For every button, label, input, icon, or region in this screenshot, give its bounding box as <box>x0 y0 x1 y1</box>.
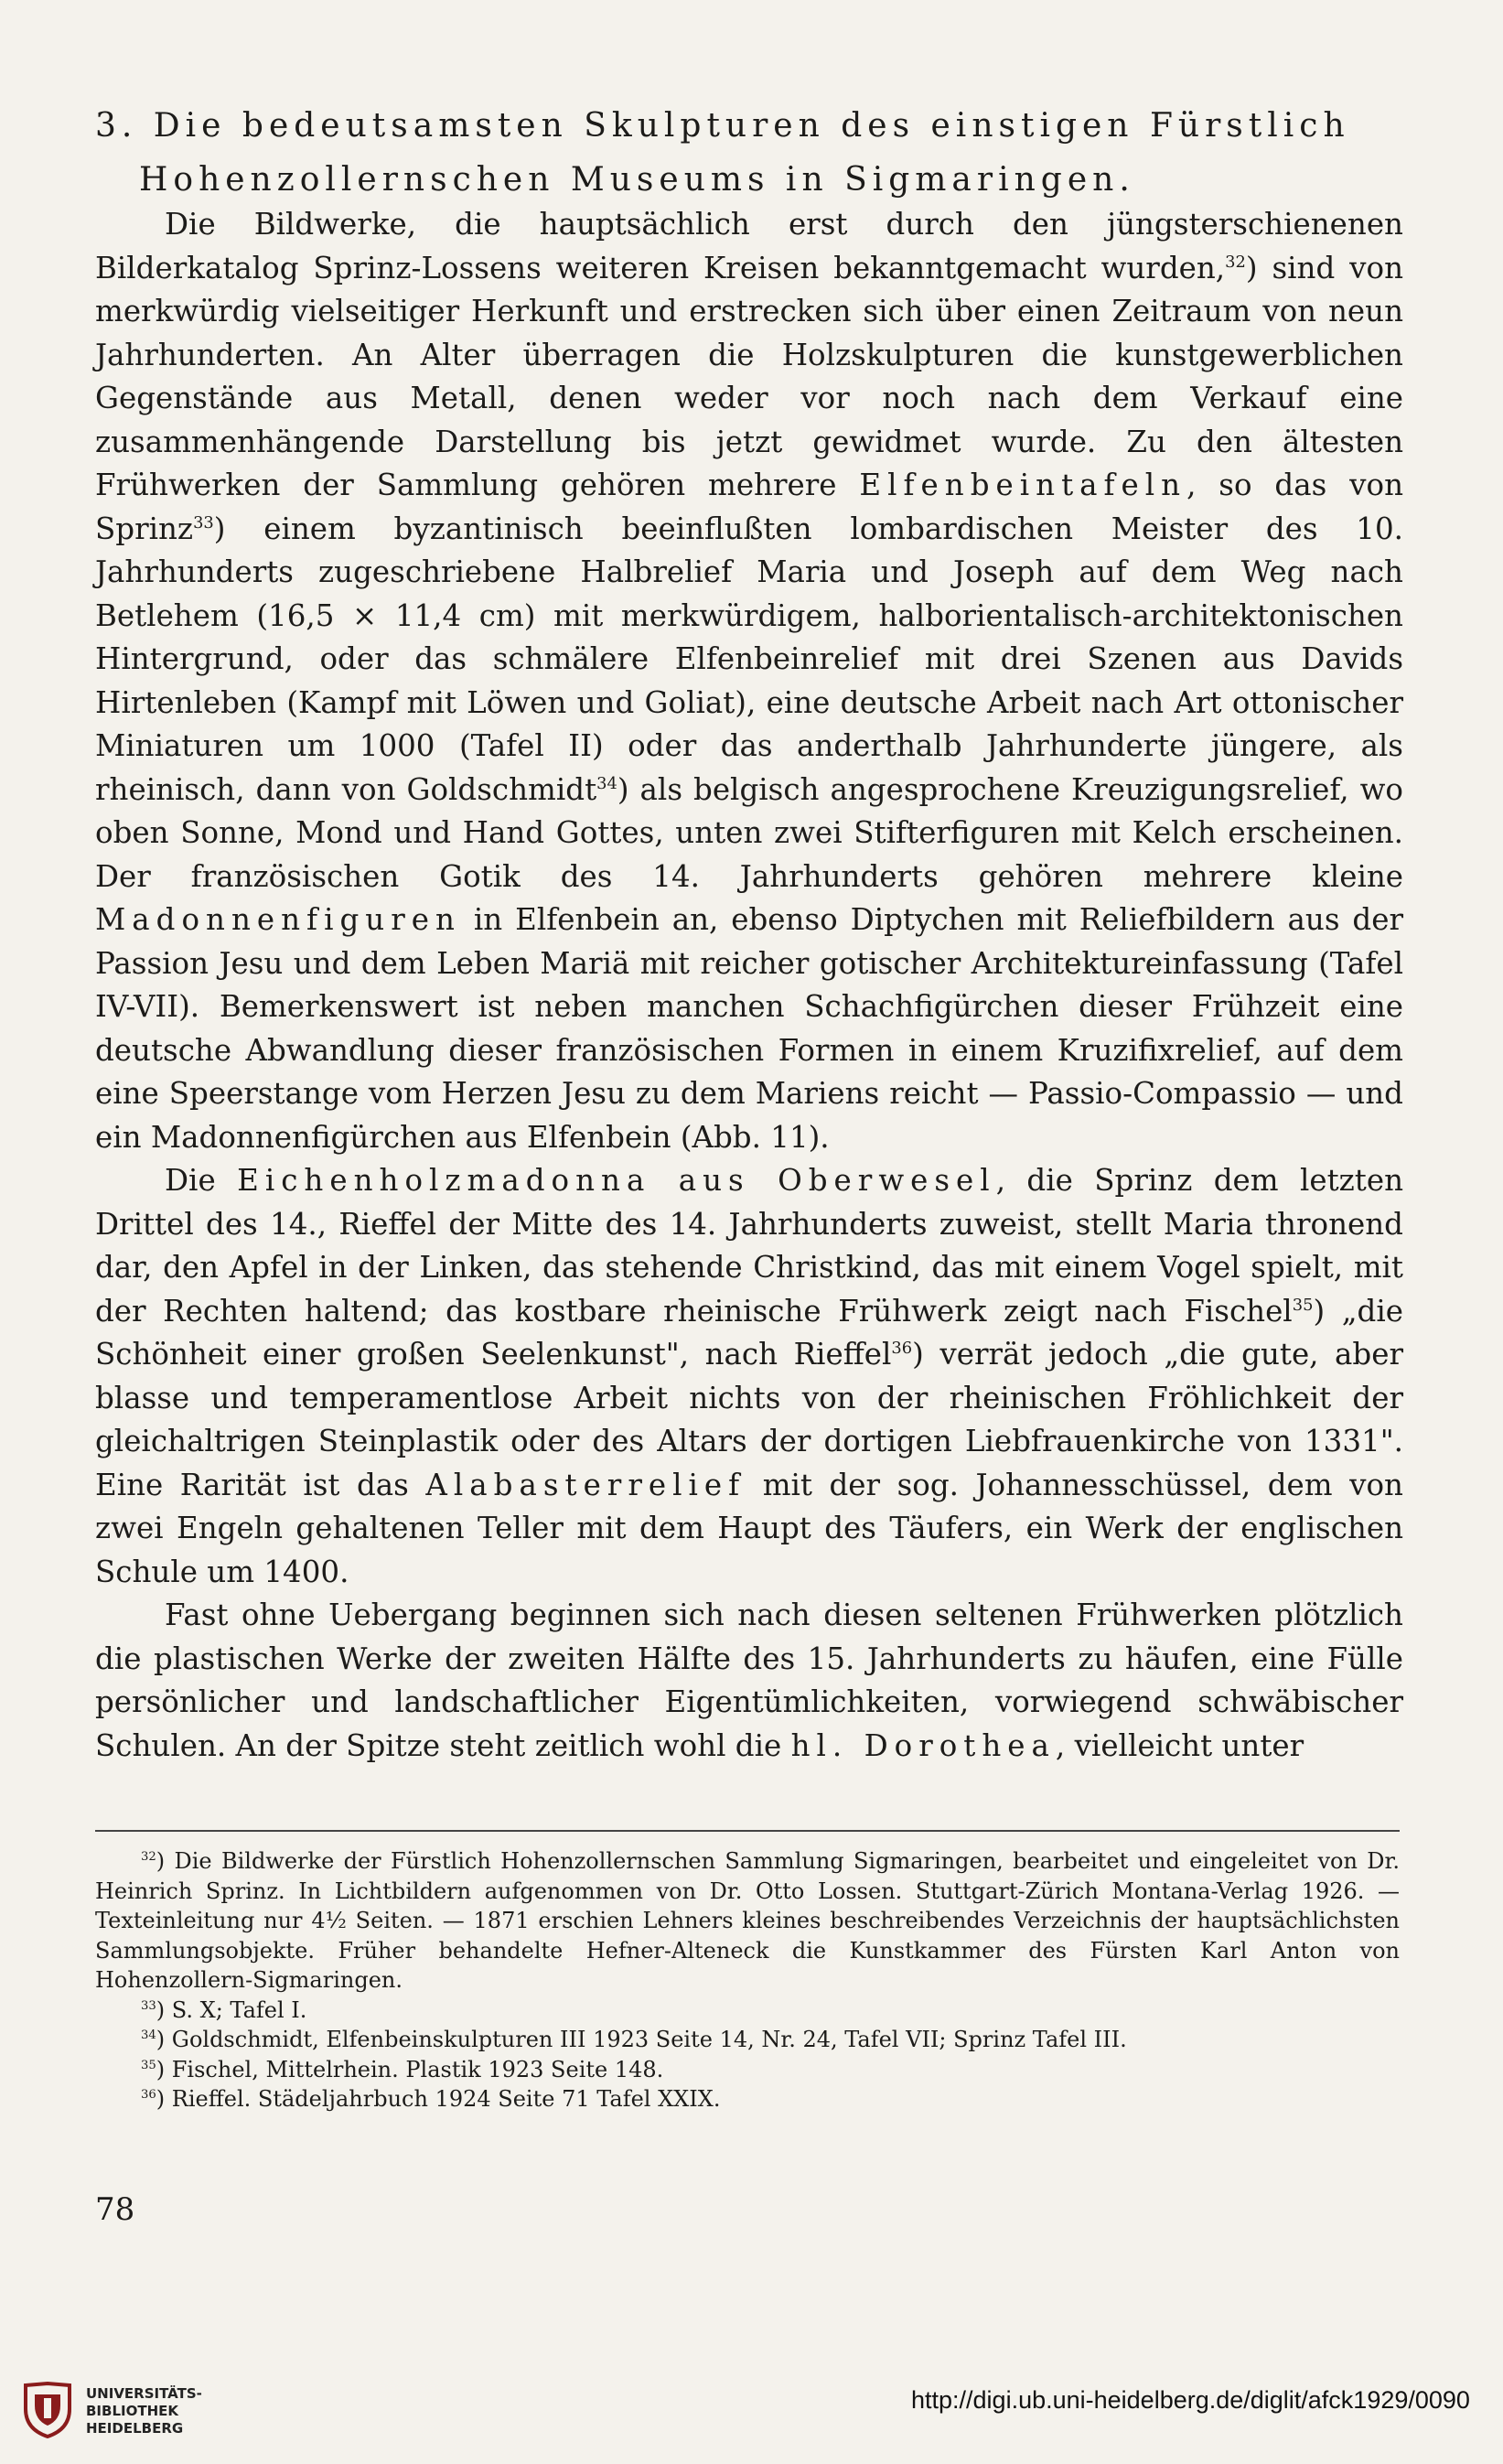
paragraph-1 <box>95 203 1403 1159</box>
footnote-number: 35 <box>141 2058 156 2072</box>
text-run: Die <box>165 1163 216 1198</box>
footnote-text: ) Goldschmidt, Elfenbeinskulpturen III 1923 Seite 14, Nr. 24, Tafel VII; Sprinz Tafel III. <box>156 2027 1127 2052</box>
footnote-text: ) S. X; Tafel I. <box>156 1996 307 2023</box>
footnote-ref: 32 <box>1225 252 1246 272</box>
footnote-ref: 33 <box>193 512 214 533</box>
footnote-text: ) Rieffel. Städeljahrbuch 1924 Seite 71 Tafel XXIX. <box>156 2086 721 2112</box>
emphasis: Alabasterrelief <box>425 1467 746 1502</box>
footnote-32 <box>95 1846 1400 1996</box>
footnote-number: 32 <box>141 1850 156 1864</box>
library-name-line: HEIDELBERG <box>86 2420 184 2437</box>
section-heading <box>95 99 1403 207</box>
page-number: 78 <box>95 2191 135 2228</box>
footnote-number: 34 <box>141 2028 156 2042</box>
library-name <box>86 2385 202 2437</box>
text-run: ) einem byzantinisch beeinflußten lombardischen Meister des 10. Jahrhunderts zugeschriebene Halbrelief Maria und Joseph auf dem Weg nach Betlehem (16,5 × 11,4 cm) mit merkwürdigem, halborientalisch-architektonischen Hintergrund, oder das schmälere Elfenbeinrelief mit drei Szenen aus Davids Hirtenleben (Kampf mit Löwen und Goliat), eine deutsche Arbeit nach Art ottonischer Miniaturen um 1000 (Tafel II) oder das anderthalb Jahrhunderte jüngere, als rheinisch, dann von Goldschmidt <box>95 511 1403 807</box>
text-run: ) „die Schönheit einer großen Seelenkunst", nach Rieffel <box>95 1293 1403 1372</box>
body-text <box>95 203 1403 1768</box>
text-run: mit der sog. Johannesschüssel, dem von zwei Engeln gehaltenen Teller mit dem Haupt des Täufers, ein Werk der englischen Schule um 1400. <box>95 1467 1403 1589</box>
heading-line-1: 3. Die bedeutsamsten Skulpturen des einstigen Fürstlich <box>95 107 1350 145</box>
paragraph-3 <box>95 1594 1403 1768</box>
footnote-ref: 35 <box>1292 1295 1314 1315</box>
library-logo[interactable] <box>20 2380 221 2442</box>
footnote-ref: 34 <box>596 773 617 793</box>
footnote-ref: 36 <box>891 1339 913 1359</box>
footnote-number: 33 <box>141 1998 156 2013</box>
footnote-text: ) Fischel, Mittelrhein. Plastik 1923 Seite 148. <box>156 2056 664 2082</box>
footnote-number: 36 <box>141 2088 156 2102</box>
emphasis: Eichenholzmadonna aus Oberwesel <box>237 1163 996 1198</box>
footnotes <box>95 1846 1400 2114</box>
text-run: , die Sprinz dem letzten Drittel des 14., Rieffel der Mitte des 14. Jahrhunderts zuweist, stellt Maria thronend dar, den Apfel in der Linken, das stehende Christkind, das mit einem Vogel spielt, mit der Rechten haltend; das kostbare rheinische Frühwerk zeigt nach Fischel <box>95 1163 1404 1329</box>
library-seal-icon <box>20 2382 75 2438</box>
footnote-36 <box>95 2084 1400 2114</box>
text-run: ) als belgisch angesprochene Kreuzigungsrelief, wo oben Sonne, Mond und Hand Gottes, unten zwei Stifterfiguren mit Kelch erscheinen. Der französischen Gotik des 14. Jahrhunderts gehören mehrere kleine <box>95 771 1403 894</box>
text-run: Die Bildwerke, die hauptsächlich erst durch den jüngsterschienenen Bilderkatalog Sprinz-Lossens weiteren Kreisen bekanntgemacht wurden, <box>95 207 1403 285</box>
footnote-35 <box>95 2055 1400 2085</box>
text-run: ) sind von merkwürdig vielseitiger Herkunft und erstrecken sich über einen Zeitraum von neun Jahrhunderten. An Alter überragen die Holzskulpturen die kunstgewerblichen Gegenstände aus Metall, denen weder vor noch nach dem Verkauf eine zusammenhängende Darstellung bis jetzt gewidmet wurde. Zu den ältesten Frühwerken der Sammlung gehören mehrere <box>95 250 1404 502</box>
text-run: Fast ohne Uebergang beginnen sich nach diesen seltenen Frühwerken plötzlich die plastischen Werke der zweiten Hälfte des 15. Jahrhunderts zu häufen, eine Fülle persönlicher und landschaftlicher Eigentümlichkeiten, vorwiegend schwäbischer Schulen. An der Spitze steht zeitlich wohl die <box>95 1598 1403 1763</box>
text-run: ) verrät jedoch „die gute, aber blasse und temperamentlose Arbeit nichts von der rheinischen Fröhlichkeit der gleichaltrigen Steinplastik oder des Altars der dortigen Liebfrauenkirche von 1331". Eine Rarität ist das <box>95 1337 1403 1502</box>
paragraph-2 <box>95 1159 1403 1594</box>
footnote-34 <box>95 2025 1400 2055</box>
emphasis: Madonnenfiguren <box>95 902 461 937</box>
source-url-link[interactable]: http://digi.ub.uni-heidelberg.de/diglit/afck1929/0090 <box>911 2386 1470 2414</box>
emphasis: Elfenbeintafeln <box>859 468 1187 502</box>
footnote-text: ) Die Bildwerke der Fürstlich Hohenzollernschen Sammlung Sigmaringen, bearbeitet und eingeleitet von Dr. Heinrich Sprinz. In Lichtbildern aufgenommen von Dr. Otto Lossen. Stuttgart-Zürich Montana-Verlag 1926. — Texteinleitung nur 4½ Seiten. — 1871 erschien Lehners kleines beschreibendes Verzeichnis der hauptsächlichsten Sammlungsobjekte. Früher behandelte Hefner-Alteneck die Kunstkammer des Fürsten Karl Anton von Hohenzollern-Sigmaringen. <box>95 1848 1400 1993</box>
text-run: , so das von Sprinz <box>95 468 1403 546</box>
library-name-line: BIBLIOTHEK <box>86 2403 178 2419</box>
text-run: in Elfenbein an, ebenso Diptychen mit Reliefbildern aus der Passion Jesu und dem Leben Mariä mit reicher gotischer Architektureinfassung (Tafel IV-VII). Bemerkenswert ist neben manchen Schachfigürchen dieser Frühzeit eine deutsche Abwandlung dieser französischen Formen in einem Kruzifixrelief, auf dem eine Speerstange vom Herzen Jesu zu dem Mariens reicht — Passio-Compassio — und ein Madonnenfigürchen aus Elfenbein (Abb. 11). <box>95 902 1403 1155</box>
text-run: , vielleicht unter <box>1055 1727 1304 1763</box>
footnote-33 <box>95 1996 1400 2026</box>
heading-line-2: Hohenzollernschen Museums in Sigmaringen. <box>139 161 1135 199</box>
library-name-line: UNIVERSITÄTS- <box>86 2385 202 2402</box>
emphasis: hl. Dorothea <box>790 1727 1056 1763</box>
footnote-divider <box>95 1830 1400 1832</box>
